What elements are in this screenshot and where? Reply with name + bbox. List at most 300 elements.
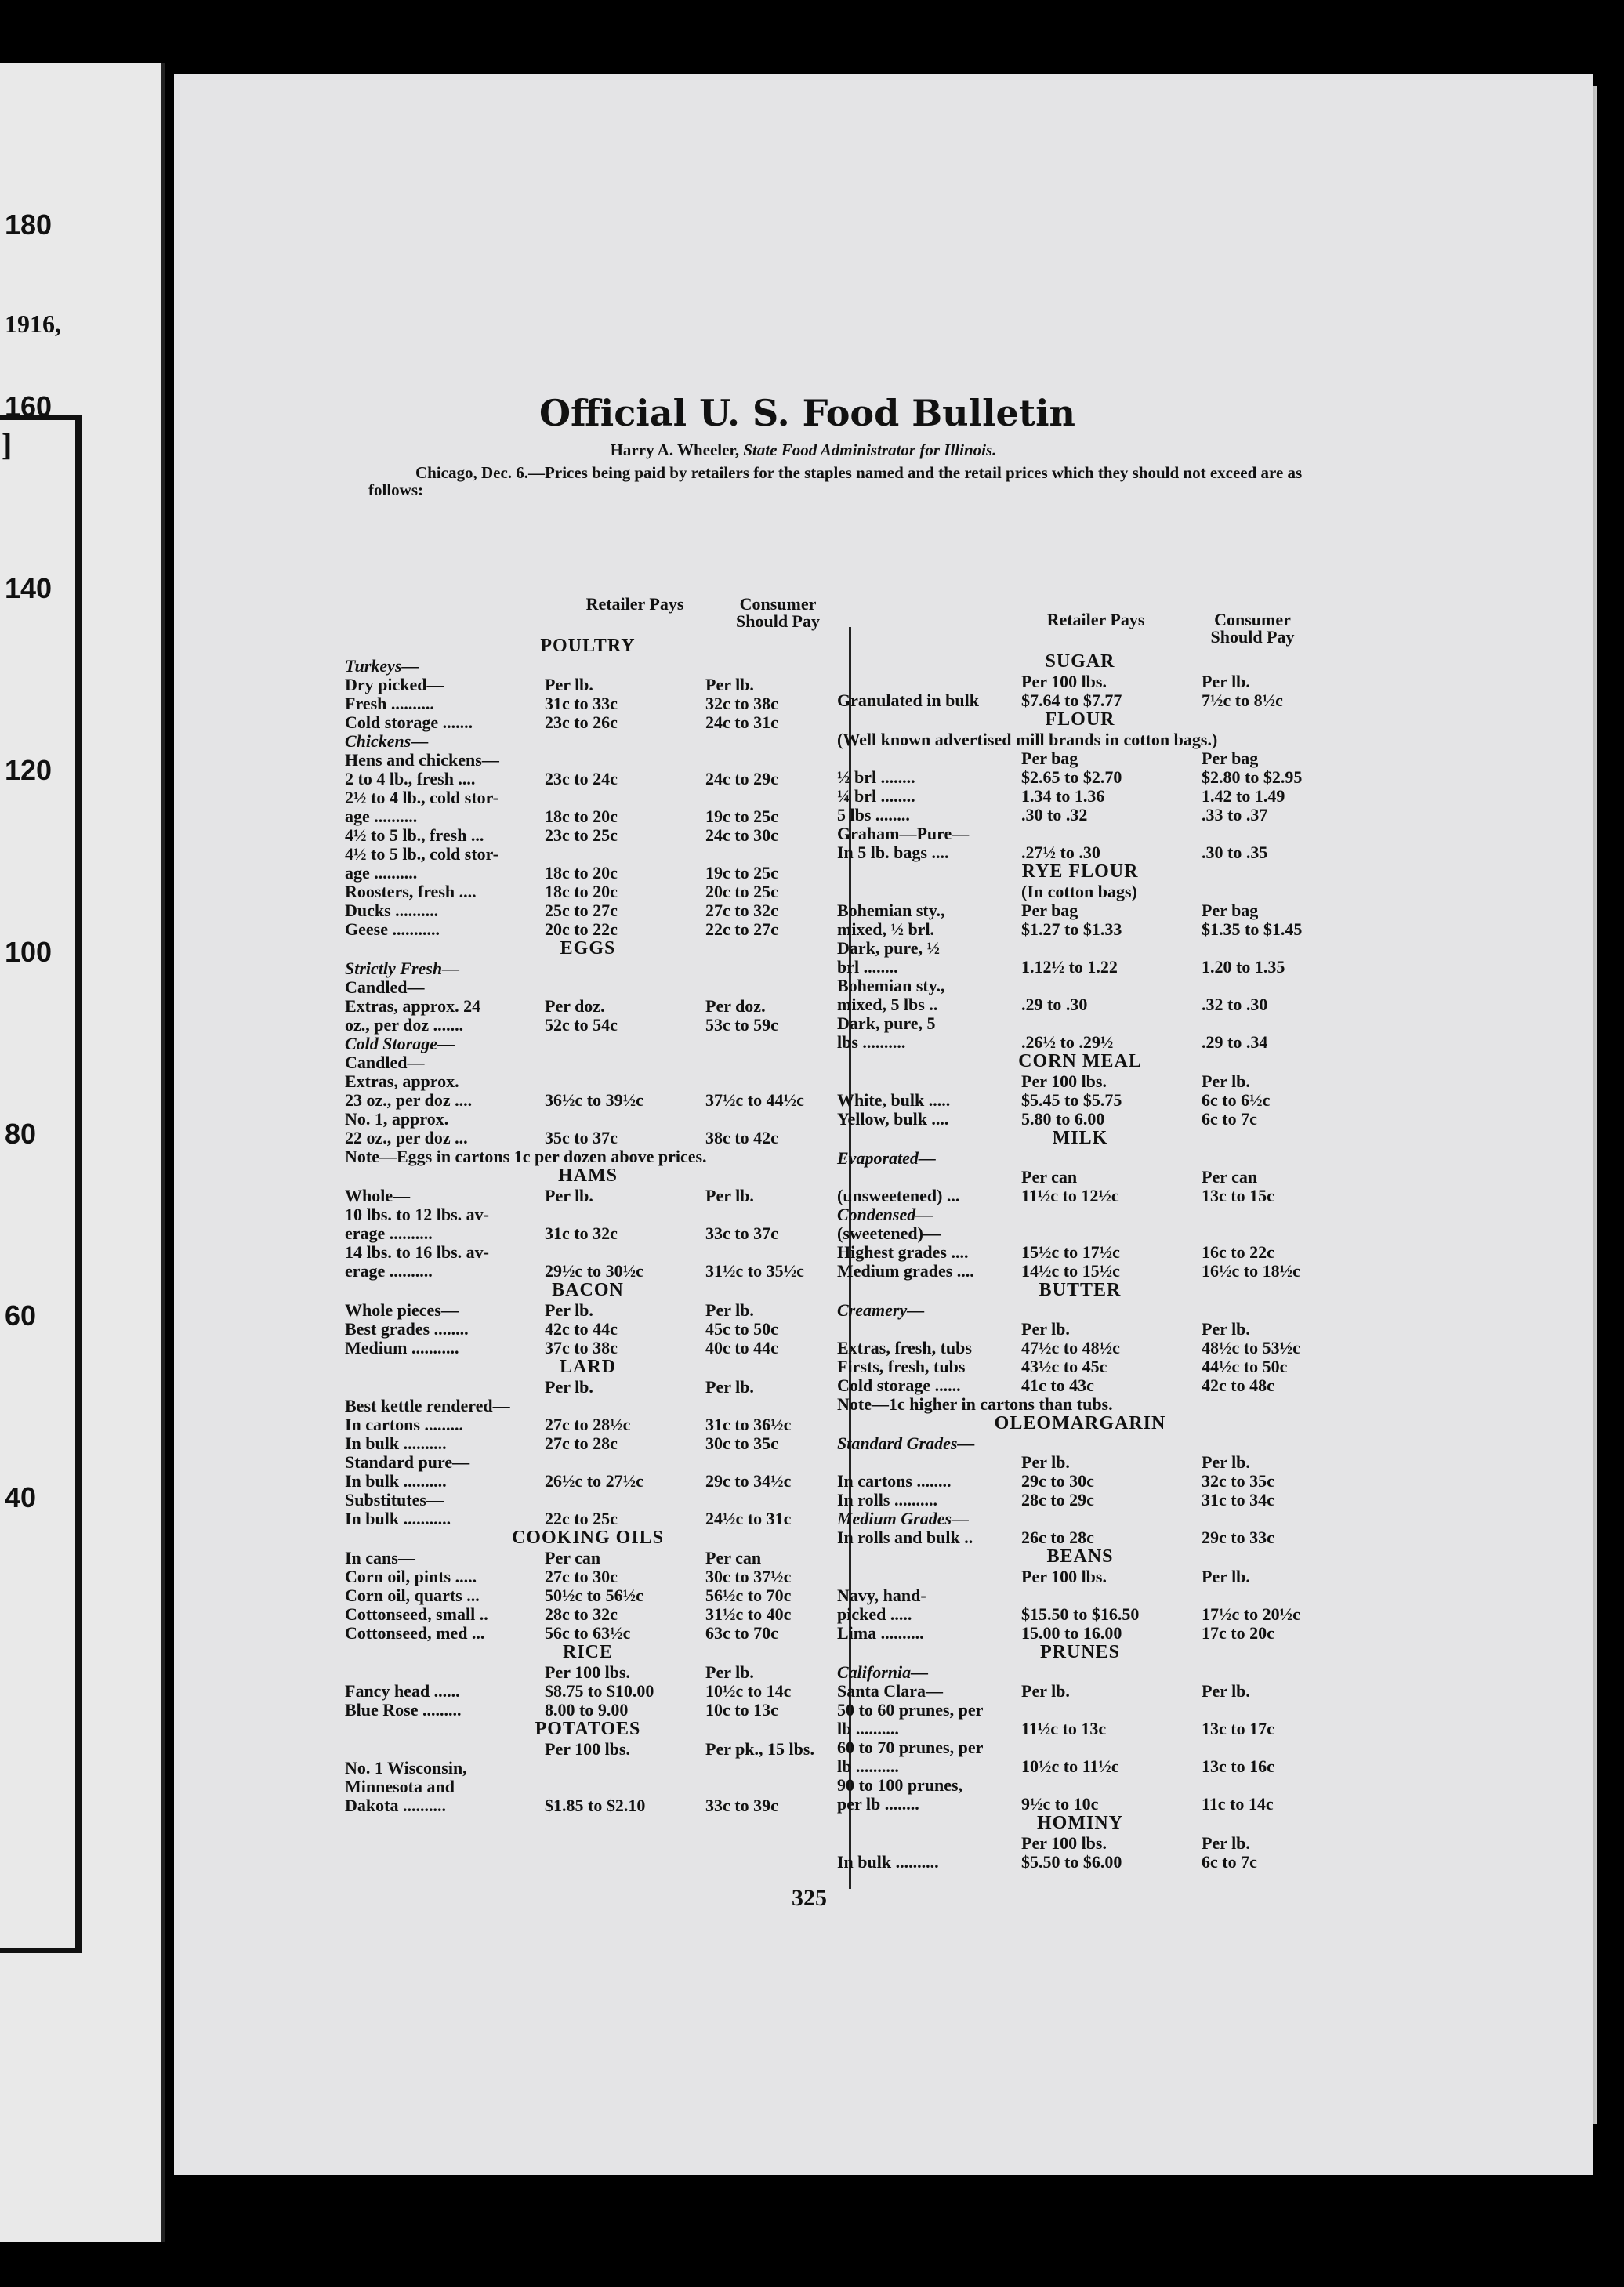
- item-description: Whole—: [345, 1186, 411, 1205]
- retailer-price: .29 to .30: [1021, 995, 1088, 1014]
- price-row: [345, 1091, 831, 1110]
- price-row: [837, 920, 1323, 939]
- consumer-price: Per lb.: [1202, 1567, 1250, 1586]
- intro-paragraph: Chicago, Dec. 6.—Prices being paid by retailers for the staples named and the retail prices which they should not exceed are as follows:: [368, 463, 1303, 499]
- price-row: [345, 826, 831, 845]
- price-row: [345, 1378, 831, 1397]
- retailer-price: .26½ to .29½: [1021, 1032, 1114, 1052]
- item-description: oz., per doz .......: [345, 1015, 464, 1035]
- price-row: [837, 1720, 1323, 1738]
- retailer-price: $2.65 to $2.70: [1021, 767, 1122, 787]
- retailer-price: Per lb.: [1021, 1681, 1070, 1701]
- chart-tick-label: 80: [5, 1118, 37, 1150]
- item-description: erage ..........: [345, 1223, 433, 1243]
- consumer-price: $2.80 to $2.95: [1202, 767, 1303, 787]
- item-description: Santa Clara—: [837, 1681, 944, 1701]
- price-row: [345, 1320, 831, 1339]
- price-row: [837, 843, 1323, 862]
- price-row: [345, 920, 831, 939]
- consumer-price: 13c to 15c: [1202, 1186, 1274, 1205]
- price-row: [345, 1624, 831, 1643]
- consumer-price: 42c to 48c: [1202, 1375, 1274, 1395]
- price-row: [837, 1682, 1323, 1701]
- price-row: [837, 1624, 1323, 1643]
- item-description: Lima ..........: [837, 1623, 924, 1643]
- retailer-price: 50½c to 56½c: [545, 1586, 643, 1605]
- consumer-price: 16½c to 18½c: [1202, 1261, 1300, 1281]
- retailer-pays-header: Retailer Pays: [1046, 610, 1145, 629]
- retailer-price: Per 100 lbs.: [1021, 672, 1107, 691]
- price-row: [345, 978, 831, 997]
- retailer-price: 47½c to 48½c: [1021, 1338, 1120, 1357]
- item-description: Fancy head ......: [345, 1681, 460, 1701]
- retailer-price: 27c to 28½c: [545, 1415, 631, 1434]
- section-heading: EGGS: [560, 938, 616, 959]
- item-description: Candled—: [345, 977, 425, 997]
- item-description: Highest grades ....: [837, 1242, 969, 1262]
- consumer-price: .30 to .35: [1202, 843, 1268, 862]
- price-row: [345, 1759, 831, 1778]
- item-description: per lb ........: [837, 1794, 919, 1814]
- consumer-price: Per doz.: [705, 996, 766, 1016]
- item-description: Dark, pure, ½: [837, 938, 940, 958]
- retailer-price: 18c to 20c: [545, 863, 618, 883]
- retailer-price: 15.00 to 16.00: [1021, 1623, 1122, 1643]
- item-description: Navy, hand-: [837, 1586, 926, 1605]
- price-row: [345, 1397, 831, 1415]
- consumer-price: 24c to 31c: [705, 712, 778, 732]
- consumer-price: .32 to .30: [1202, 995, 1268, 1014]
- price-row: [837, 768, 1323, 787]
- price-row: [345, 1053, 831, 1072]
- item-description: Corn oil, pints .....: [345, 1567, 477, 1586]
- item-description: lbs ..........: [837, 1032, 906, 1052]
- price-row: [345, 1491, 831, 1510]
- consumer-price: Per lb.: [1202, 1681, 1250, 1701]
- price-row: [345, 788, 831, 807]
- retailer-price: 23c to 26c: [545, 712, 618, 732]
- retailer-price: $1.27 to $1.33: [1021, 919, 1122, 939]
- item-description: mixed, ½ brl.: [837, 919, 935, 939]
- consumer-price: 29c to 33c: [1202, 1528, 1274, 1547]
- price-row: [345, 1224, 831, 1243]
- item-description: Substitutes—: [345, 1490, 444, 1510]
- price-row: [837, 1528, 1323, 1547]
- section-heading: MILK: [1052, 1128, 1108, 1148]
- item-description: 2½ to 4 lb., cold stor-: [345, 788, 498, 807]
- price-row: [345, 1415, 831, 1434]
- price-row: [345, 883, 831, 901]
- retailer-price: 56c to 63½c: [545, 1623, 631, 1643]
- retailer-price: 11½c to 13c: [1021, 1719, 1107, 1738]
- chart-tick-label: 40: [5, 1481, 37, 1513]
- consumer-price: 17½c to 20½c: [1202, 1604, 1300, 1624]
- consumer-price: 24c to 29c: [705, 769, 778, 788]
- price-row: [837, 1757, 1323, 1776]
- retailer-price: 23c to 25c: [545, 825, 618, 845]
- section-heading: RICE: [562, 1642, 613, 1662]
- item-description: In cartons .........: [345, 1415, 463, 1434]
- consumer-price: Per pk., 15 lbs.: [705, 1739, 814, 1759]
- item-description: lb ..........: [837, 1756, 899, 1776]
- chart-tick-label: 140: [5, 572, 53, 604]
- retailer-price: Per lb.: [545, 1186, 593, 1205]
- item-description: 90 to 100 prunes,: [837, 1775, 963, 1795]
- consumer-price: 33c to 37c: [705, 1223, 778, 1243]
- consumer-price: 20c to 25c: [705, 882, 778, 901]
- consumer-price: 31½c to 40c: [705, 1604, 792, 1624]
- retailer-price: 1.12½ to 1.22: [1021, 957, 1118, 977]
- price-row: [837, 1453, 1323, 1472]
- consumer-price: Per lb.: [705, 1186, 754, 1205]
- price-row: [345, 1740, 831, 1759]
- retailer-price: 41c to 43c: [1021, 1375, 1094, 1395]
- consumer-pays-header: Consumer Should Pay: [736, 594, 820, 631]
- item-description: Dark, pure, 5: [837, 1013, 936, 1033]
- item-description: Extras, approx. 24: [345, 996, 481, 1016]
- price-row: [837, 977, 1323, 995]
- consumer-price: 11c to 14c: [1202, 1794, 1274, 1814]
- note-line: Note—Eggs in cartons 1c per dozen above prices.: [345, 1147, 707, 1166]
- retailer-price: 28c to 29c: [1021, 1490, 1094, 1510]
- subheading: Cold Storage—: [345, 1034, 455, 1053]
- consumer-price: 1.20 to 1.35: [1202, 957, 1285, 977]
- item-description: In bulk ..........: [837, 1852, 939, 1872]
- retailer-price: $15.50 to $16.50: [1021, 1604, 1140, 1624]
- retailer-price: $8.75 to $10.00: [545, 1681, 654, 1701]
- consumer-price: Per bag: [1202, 901, 1259, 920]
- subheading: Standard Grades—: [837, 1433, 975, 1453]
- item-description: Cold storage .......: [345, 712, 473, 732]
- item-description: age ..........: [345, 806, 418, 826]
- price-row: [345, 1682, 831, 1701]
- consumer-price: 48½c to 53½c: [1202, 1338, 1300, 1357]
- price-row: [345, 1243, 831, 1262]
- price-row: [345, 1434, 831, 1453]
- consumer-price: Per lb.: [1202, 672, 1250, 691]
- price-row: [837, 1701, 1323, 1720]
- item-description: Firsts, fresh, tubs: [837, 1357, 966, 1376]
- consumer-price: 32c to 38c: [705, 694, 778, 713]
- consumer-price: Per lb.: [1202, 1319, 1250, 1339]
- consumer-price: Per can: [705, 1548, 762, 1568]
- consumer-price: 17c to 20c: [1202, 1623, 1274, 1643]
- year-fragment: 1916,: [5, 310, 61, 338]
- price-row: [837, 995, 1323, 1014]
- item-description: In bulk ...........: [345, 1509, 451, 1528]
- price-row: [345, 1072, 831, 1091]
- price-row: [837, 1187, 1323, 1205]
- subheading: Strictly Fresh—: [345, 959, 460, 978]
- price-row: [837, 1243, 1323, 1262]
- price-row: [837, 787, 1323, 806]
- consumer-price: 16c to 22c: [1202, 1242, 1274, 1262]
- consumer-price: 13c to 16c: [1202, 1756, 1274, 1776]
- price-row: [837, 1776, 1323, 1795]
- section-heading: BUTTER: [1039, 1280, 1122, 1300]
- price-row: [345, 997, 831, 1016]
- retailer-price: $1.85 to $2.10: [545, 1796, 646, 1815]
- consumer-price: 31c to 36½c: [705, 1415, 792, 1434]
- retailer-price: 20c to 22c: [545, 919, 618, 939]
- price-row: [345, 1110, 831, 1129]
- consumer-price: Per lb.: [1202, 1452, 1250, 1472]
- retailer-price: 31c to 32c: [545, 1223, 618, 1243]
- price-row: [837, 901, 1323, 920]
- item-description: (sweetened)—: [837, 1223, 941, 1243]
- price-row: [345, 1568, 831, 1586]
- chart-tick-label: 60: [5, 1299, 37, 1332]
- retailer-price: .27½ to .30: [1021, 843, 1100, 862]
- retailer-price: 9½c to 10c: [1021, 1794, 1099, 1814]
- consumer-price: Per lb.: [1202, 1833, 1250, 1853]
- consumer-price: 6c to 7c: [1202, 1109, 1257, 1129]
- consumer-price: 30c to 37½c: [705, 1567, 792, 1586]
- price-row: [837, 1605, 1323, 1624]
- consumer-price: 45c to 50c: [705, 1319, 778, 1339]
- price-row: [345, 1262, 831, 1281]
- item-description: Yellow, bulk ....: [837, 1109, 949, 1129]
- item-description: Bohemian sty.,: [837, 976, 945, 995]
- item-description: 10 lbs. to 12 lbs. av-: [345, 1205, 489, 1224]
- retailer-price: 10½c to 11½c: [1021, 1756, 1119, 1776]
- retailer-price: Per lb.: [1021, 1319, 1070, 1339]
- note-line: Note—1c higher in cartons than tubs.: [837, 1394, 1113, 1414]
- section-heading: COOKING OILS: [511, 1528, 665, 1548]
- retailer-price: 18c to 20c: [545, 806, 618, 826]
- retailer-price: 29c to 30c: [1021, 1471, 1094, 1491]
- retailer-price: 18c to 20c: [545, 882, 618, 901]
- price-row: [345, 676, 831, 694]
- price-row: [345, 1586, 831, 1605]
- item-description: Graham—Pure—: [837, 824, 970, 843]
- price-row: [345, 1472, 831, 1491]
- retailer-price: $5.45 to $5.75: [1021, 1090, 1122, 1110]
- retailer-price: 25c to 27c: [545, 901, 618, 920]
- section-heading: HOMINY: [1037, 1813, 1123, 1833]
- consumer-price: Per lb.: [705, 675, 754, 694]
- retailer-price: Per lb.: [545, 1300, 593, 1320]
- retailer-price: 42c to 44c: [545, 1319, 618, 1339]
- retailer-price: 43½c to 45c: [1021, 1357, 1107, 1376]
- retailer-price: 15½c to 17½c: [1021, 1242, 1120, 1262]
- item-description: Blue Rose .........: [345, 1700, 462, 1720]
- consumer-price: 27c to 32c: [705, 901, 778, 920]
- consumer-price: 10½c to 14c: [705, 1681, 792, 1701]
- item-description: Granulated in bulk: [837, 690, 979, 710]
- price-row: [837, 1472, 1323, 1491]
- consumer-price: Per lb.: [705, 1662, 754, 1682]
- consumer-price: 24c to 30c: [705, 825, 778, 845]
- consumer-price: .29 to .34: [1202, 1032, 1268, 1052]
- subheading: Condensed—: [837, 1205, 933, 1224]
- price-row: [837, 672, 1323, 691]
- section-heading: HAMS: [558, 1165, 618, 1186]
- price-row: [345, 1605, 831, 1624]
- left-column: [345, 596, 831, 1815]
- item-description: Hens and chickens—: [345, 750, 499, 770]
- retailer-price: 31c to 33c: [545, 694, 618, 713]
- chart-tick-label: 100: [5, 936, 53, 968]
- retailer-price: 36½c to 39½c: [545, 1090, 643, 1110]
- item-description: 14 lbs. to 16 lbs. av-: [345, 1242, 489, 1262]
- price-row: [345, 1510, 831, 1528]
- retailer-price: 35c to 37c: [545, 1128, 618, 1147]
- price-row: [837, 1568, 1323, 1586]
- consumer-pays-header: Consumer Should Pay: [1210, 610, 1295, 647]
- price-row: [837, 883, 1323, 901]
- retailer-price: Per 100 lbs.: [1021, 1071, 1107, 1091]
- retailer-price: Per lb.: [1021, 1452, 1070, 1472]
- price-row: [345, 1796, 831, 1815]
- consumer-price: Per lb.: [1202, 1071, 1250, 1091]
- item-description: Cottonseed, med ...: [345, 1623, 485, 1643]
- consumer-price: 63c to 70c: [705, 1623, 778, 1643]
- consumer-price: .33 to .37: [1202, 805, 1268, 825]
- item-description: 5 lbs ........: [837, 805, 910, 825]
- consumer-price: 1.42 to 1.49: [1202, 786, 1285, 806]
- price-row: [345, 1187, 831, 1205]
- consumer-price: $1.35 to $1.45: [1202, 919, 1303, 939]
- chart-tick-label: 180: [5, 208, 53, 241]
- price-row: [345, 1701, 831, 1720]
- retailer-price: 28c to 32c: [545, 1604, 618, 1624]
- price-row: [345, 1129, 831, 1147]
- item-description: Medium ...........: [345, 1338, 459, 1357]
- price-row: [837, 691, 1323, 710]
- item-description: Dry picked—: [345, 675, 444, 694]
- item-description: In 5 lb. bags ....: [837, 843, 949, 862]
- item-description: age ..........: [345, 863, 418, 883]
- price-row: [837, 749, 1323, 768]
- price-row: [837, 1738, 1323, 1757]
- price-row: [345, 1778, 831, 1796]
- item-description: In cans—: [345, 1548, 415, 1568]
- item-description: In bulk ..........: [345, 1471, 447, 1491]
- consumer-price: 19c to 25c: [705, 863, 778, 883]
- consumer-price: Per can: [1202, 1167, 1258, 1187]
- chart-tick-label: 160: [5, 390, 53, 422]
- item-description: ½ brl ........: [837, 767, 915, 787]
- item-description: 23 oz., per doz ....: [345, 1090, 473, 1110]
- retailer-price: 27c to 30c: [545, 1567, 618, 1586]
- item-description: In cartons ........: [837, 1471, 952, 1491]
- price-row: [345, 1339, 831, 1357]
- retailer-price: 29½c to 30½c: [545, 1261, 643, 1281]
- price-row: [345, 770, 831, 788]
- price-row: [345, 1016, 831, 1035]
- section-heading: SUGAR: [1045, 651, 1115, 672]
- consumer-price: 56½c to 70c: [705, 1586, 792, 1605]
- price-row: [837, 1320, 1323, 1339]
- item-description: Candled—: [345, 1053, 425, 1072]
- price-row: [345, 1663, 831, 1682]
- item-description: Ducks ..........: [345, 901, 439, 920]
- price-row: [837, 1853, 1323, 1872]
- section-heading: LARD: [559, 1357, 616, 1377]
- note-line: (Well known advertised mill brands in cotton bags.): [837, 730, 1218, 749]
- section-heading: CORN MEAL: [1018, 1051, 1142, 1071]
- price-row: [345, 864, 831, 883]
- byline-role: State Food Administrator for Illinois.: [743, 440, 997, 459]
- column-header: [837, 611, 1323, 652]
- item-description: (unsweetened) ...: [837, 1186, 960, 1205]
- price-row: [837, 1586, 1323, 1605]
- item-description: Bohemian sty.,: [837, 901, 945, 920]
- price-row: [837, 939, 1323, 958]
- retailer-price: Per 100 lbs.: [1021, 1833, 1107, 1853]
- consumer-price: 38c to 42c: [705, 1128, 778, 1147]
- item-description: 50 to 60 prunes, per: [837, 1700, 984, 1720]
- price-row: [837, 825, 1323, 843]
- retailer-price: 23c to 24c: [545, 769, 618, 788]
- consumer-price: 13c to 17c: [1202, 1719, 1274, 1738]
- price-row: [837, 1834, 1323, 1853]
- price-row: [345, 694, 831, 713]
- section-heading: POTATOES: [535, 1719, 641, 1739]
- item-description: No. 1, approx.: [345, 1109, 449, 1129]
- item-description: brl ........: [837, 957, 898, 977]
- price-row: [345, 751, 831, 770]
- section-heading: FLOUR: [1045, 709, 1115, 730]
- price-row: [345, 901, 831, 920]
- price-row: [837, 1072, 1323, 1091]
- retailer-price: Per 100 lbs.: [545, 1662, 630, 1682]
- item-description: picked .....: [837, 1604, 912, 1624]
- retailer-price: 27c to 28c: [545, 1433, 618, 1453]
- retailer-price: 14½c to 15½c: [1021, 1261, 1120, 1281]
- section-heading: POULTRY: [540, 636, 636, 656]
- consumer-price: Per bag: [1202, 748, 1259, 768]
- retailer-price: 1.34 to 1.36: [1021, 786, 1105, 806]
- page-title: Official U. S. Food Bulletin: [538, 392, 1075, 434]
- item-description: Roosters, fresh ....: [345, 882, 477, 901]
- item-description: ¼ brl ........: [837, 786, 915, 806]
- consumer-price: 22c to 27c: [705, 919, 778, 939]
- item-description: lb ..........: [837, 1719, 899, 1738]
- item-description: mixed, 5 lbs ..: [837, 995, 938, 1014]
- price-row: [837, 1339, 1323, 1357]
- consumer-price: 30c to 35c: [705, 1433, 778, 1453]
- price-row: [345, 845, 831, 864]
- item-description: Minnesota and: [345, 1777, 455, 1796]
- retailer-price: 26½c to 27½c: [545, 1471, 643, 1491]
- subheading: Creamery—: [837, 1300, 925, 1320]
- retailer-price: 11½c to 12½c: [1021, 1186, 1119, 1205]
- item-description: Extras, fresh, tubs: [837, 1338, 972, 1357]
- price-row: [837, 1091, 1323, 1110]
- item-description: Whole pieces—: [345, 1300, 459, 1320]
- consumer-price: 44½c to 50c: [1202, 1357, 1288, 1376]
- subheading: Medium Grades—: [837, 1509, 970, 1528]
- price-row: [345, 1205, 831, 1224]
- price-row: [345, 807, 831, 826]
- consumer-price: 31½c to 35½c: [705, 1261, 804, 1281]
- item-description: In rolls ..........: [837, 1490, 937, 1510]
- item-description: White, bulk .....: [837, 1090, 951, 1110]
- consumer-price: 6c to 7c: [1202, 1852, 1257, 1872]
- retailer-price: Per can: [1021, 1167, 1078, 1187]
- left-page-fragment: [0, 63, 165, 2242]
- price-row: [345, 713, 831, 732]
- item-description: 4½ to 5 lb., cold stor-: [345, 844, 498, 864]
- item-description: Best grades ........: [345, 1319, 469, 1339]
- price-row: [837, 1168, 1323, 1187]
- section-heading: PRUNES: [1039, 1642, 1120, 1662]
- consumer-price: 7½c to 8½c: [1202, 690, 1283, 710]
- item-description: 4½ to 5 lb., fresh ...: [345, 825, 484, 845]
- page-number: 325: [792, 1885, 827, 1911]
